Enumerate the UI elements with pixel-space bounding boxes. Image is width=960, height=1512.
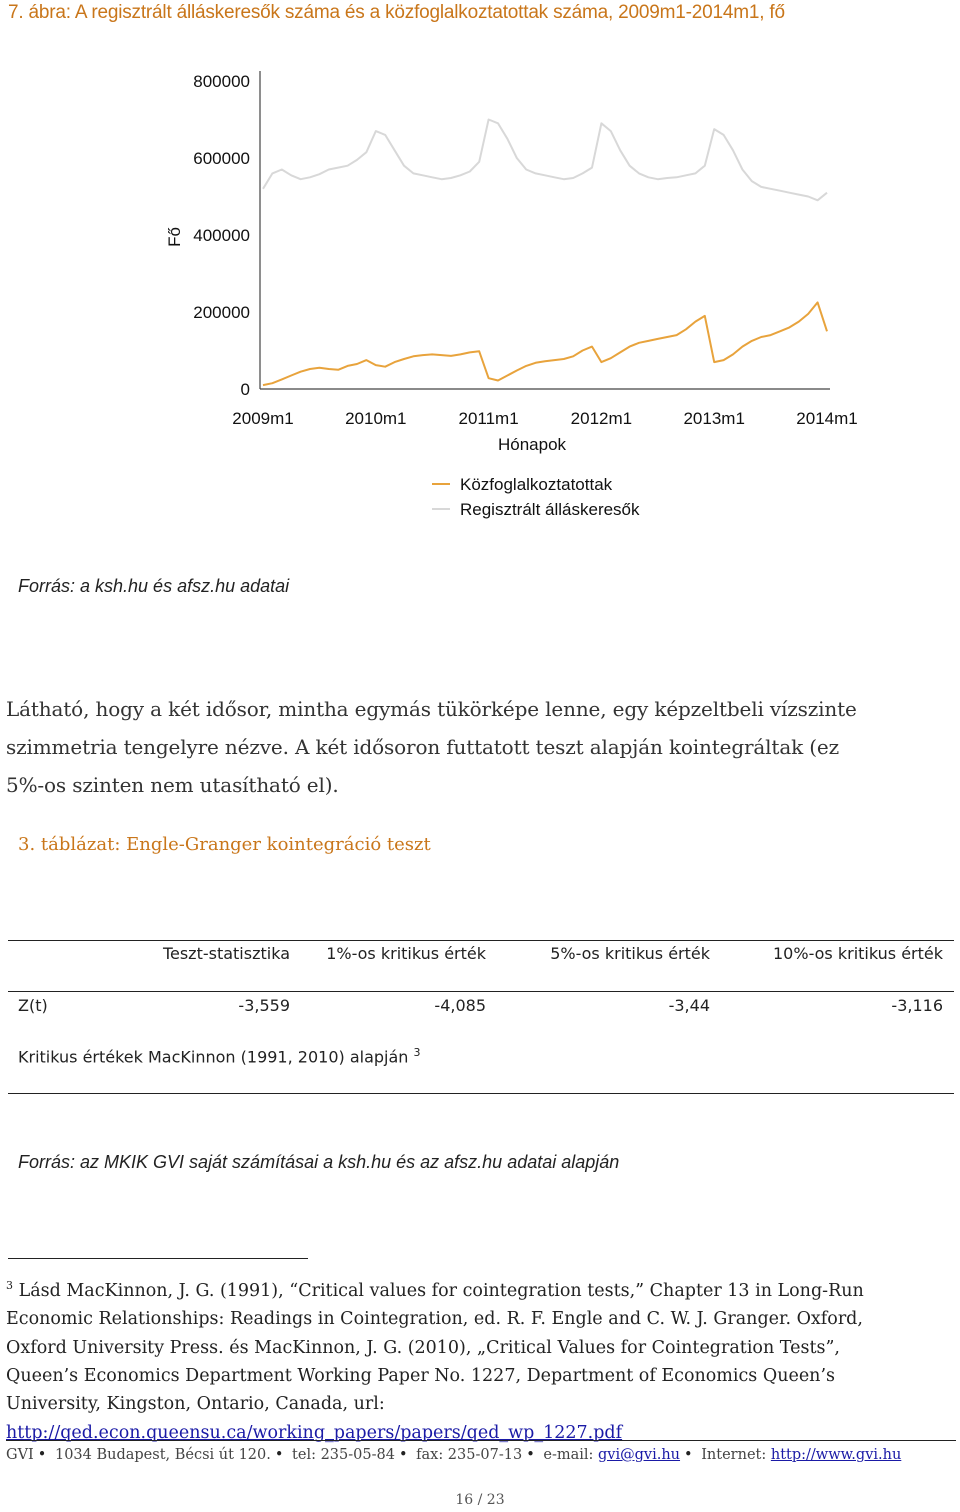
table-cell: -3,44 xyxy=(668,996,710,1015)
footnote-text: Lásd MacKinnon, J. G. (1991), “Critical values for cointegration tests,” Chapter 13 in Long-Run xyxy=(18,1280,864,1301)
series-line-1 xyxy=(263,302,827,385)
y-tick-label: 0 xyxy=(240,380,250,399)
table-note-text: Kritikus értékek MacKinnon (1991, 2010) alapján xyxy=(18,1047,409,1067)
series-line-2 xyxy=(263,120,827,201)
x-tick-label: 2010m1 xyxy=(345,409,407,428)
legend xyxy=(432,475,640,519)
footnote-line: University, Kingston, Ontario, Canada, url: xyxy=(6,1394,385,1415)
legend-label: Regisztrált álláskeresők xyxy=(460,500,640,519)
footnote-line: Oxford University Press. és MacKinnon, J. G. (2010), „Critical Values for Cointegration Tests”, xyxy=(6,1337,840,1358)
paragraph-line: 5%-os szinten nem utasítható el). xyxy=(6,773,339,797)
paragraph-line: Látható, hogy a két idősor, mintha egymás tükörképe lenne, egy képzeltbeli vízszinte xyxy=(6,697,857,721)
table-cell: -3,116 xyxy=(891,996,943,1015)
table-top-rule xyxy=(8,940,954,941)
figure-title: 7. ábra: A regisztrált álláskeresők száma és a közfoglalkoztatottak száma, 2009m1-2014m1, fő xyxy=(8,2,785,23)
footer-web-label: Internet: xyxy=(701,1447,767,1463)
table-bottom-rule xyxy=(8,1093,954,1094)
table-header: 5%-os kritikus érték xyxy=(550,944,710,963)
y-axis-label: Fő xyxy=(165,227,184,247)
footnote-url-link[interactable]: http://qed.econ.queensu.ca/working_papers/papers/qed_wp_1227.pdf xyxy=(6,1422,623,1443)
footnote-line xyxy=(6,1272,951,1305)
footer-org: GVI xyxy=(6,1447,34,1463)
table-header: 10%-os kritikus érték xyxy=(773,944,943,963)
footnote-rule xyxy=(8,1258,308,1259)
x-tick-label: 2011m1 xyxy=(458,409,519,428)
figure-source: Forrás: a ksh.hu és afsz.hu adatai xyxy=(18,576,290,596)
page-number: 16 / 23 xyxy=(455,1492,505,1508)
footer-email-label: e-mail: xyxy=(543,1447,594,1463)
body-paragraph xyxy=(6,690,956,804)
table-cell: -3,559 xyxy=(238,996,290,1015)
table-header: 1%-os kritikus érték xyxy=(326,944,486,963)
x-tick-label: 2013m1 xyxy=(683,409,745,428)
y-tick-label: 800000 xyxy=(193,72,250,91)
footer-fax: fax: 235-07-13 xyxy=(416,1447,523,1463)
y-tick-label: 400000 xyxy=(193,226,250,245)
table-header-rule xyxy=(8,991,954,992)
table-note-ref: 3 xyxy=(413,1046,421,1059)
footnote xyxy=(6,1272,951,1447)
footer-tel: tel: 235-05-84 xyxy=(292,1447,395,1463)
footnote-line: Queen’s Economics Department Working Paper No. 1227, Department of Economics Queen’s xyxy=(6,1366,835,1387)
table-note xyxy=(18,1046,421,1066)
line-chart xyxy=(150,60,858,530)
table-header: Teszt-statisztika xyxy=(162,944,290,963)
series-lines xyxy=(263,120,827,386)
x-axis-label: Hónapok xyxy=(497,435,567,454)
footer-address: 1034 Budapest, Bécsi út 120. xyxy=(54,1447,271,1463)
paragraph-line: szimmetria tengelyre nézve. A két idősoron futtatott teszt alapján kointegráltak (ez xyxy=(6,735,839,759)
y-axis xyxy=(193,71,260,399)
x-tick-label: 2009m1 xyxy=(232,409,294,428)
table-row-label: Z(t) xyxy=(18,996,48,1015)
table-source: Forrás: az MKIK GVI saját számításai a ksh.hu és az afsz.hu adatai alapján xyxy=(18,1152,620,1172)
x-axis xyxy=(232,389,857,428)
x-tick-label: 2014m1 xyxy=(796,409,858,428)
footnote-line: Economic Relationships: Readings in Cointegration, ed. R. F. Engle and C. W. J. Granger. Oxford, xyxy=(6,1309,863,1330)
table-caption: 3. táblázat: Engle-Granger kointegráció teszt xyxy=(18,834,431,855)
footer-web-link[interactable]: http://www.gvi.hu xyxy=(770,1447,902,1463)
y-tick-label: 600000 xyxy=(193,149,250,168)
table-cell: -4,085 xyxy=(434,996,486,1015)
legend-label: Közfoglalkoztatottak xyxy=(460,475,613,494)
page-footer: GVI • 1034 Budapest, Bécsi út 120. • tel: 235-05-84 • fax: 235-07-13 • e-mail: gvi@gvi.hu • Internet: http://www.gvi.hu xyxy=(6,1440,956,1463)
footnote-ref: 3 xyxy=(6,1279,13,1292)
x-tick-label: 2012m1 xyxy=(570,409,633,428)
footer-email-link[interactable]: gvi@gvi.hu xyxy=(598,1447,681,1463)
y-tick-label: 200000 xyxy=(193,303,250,322)
